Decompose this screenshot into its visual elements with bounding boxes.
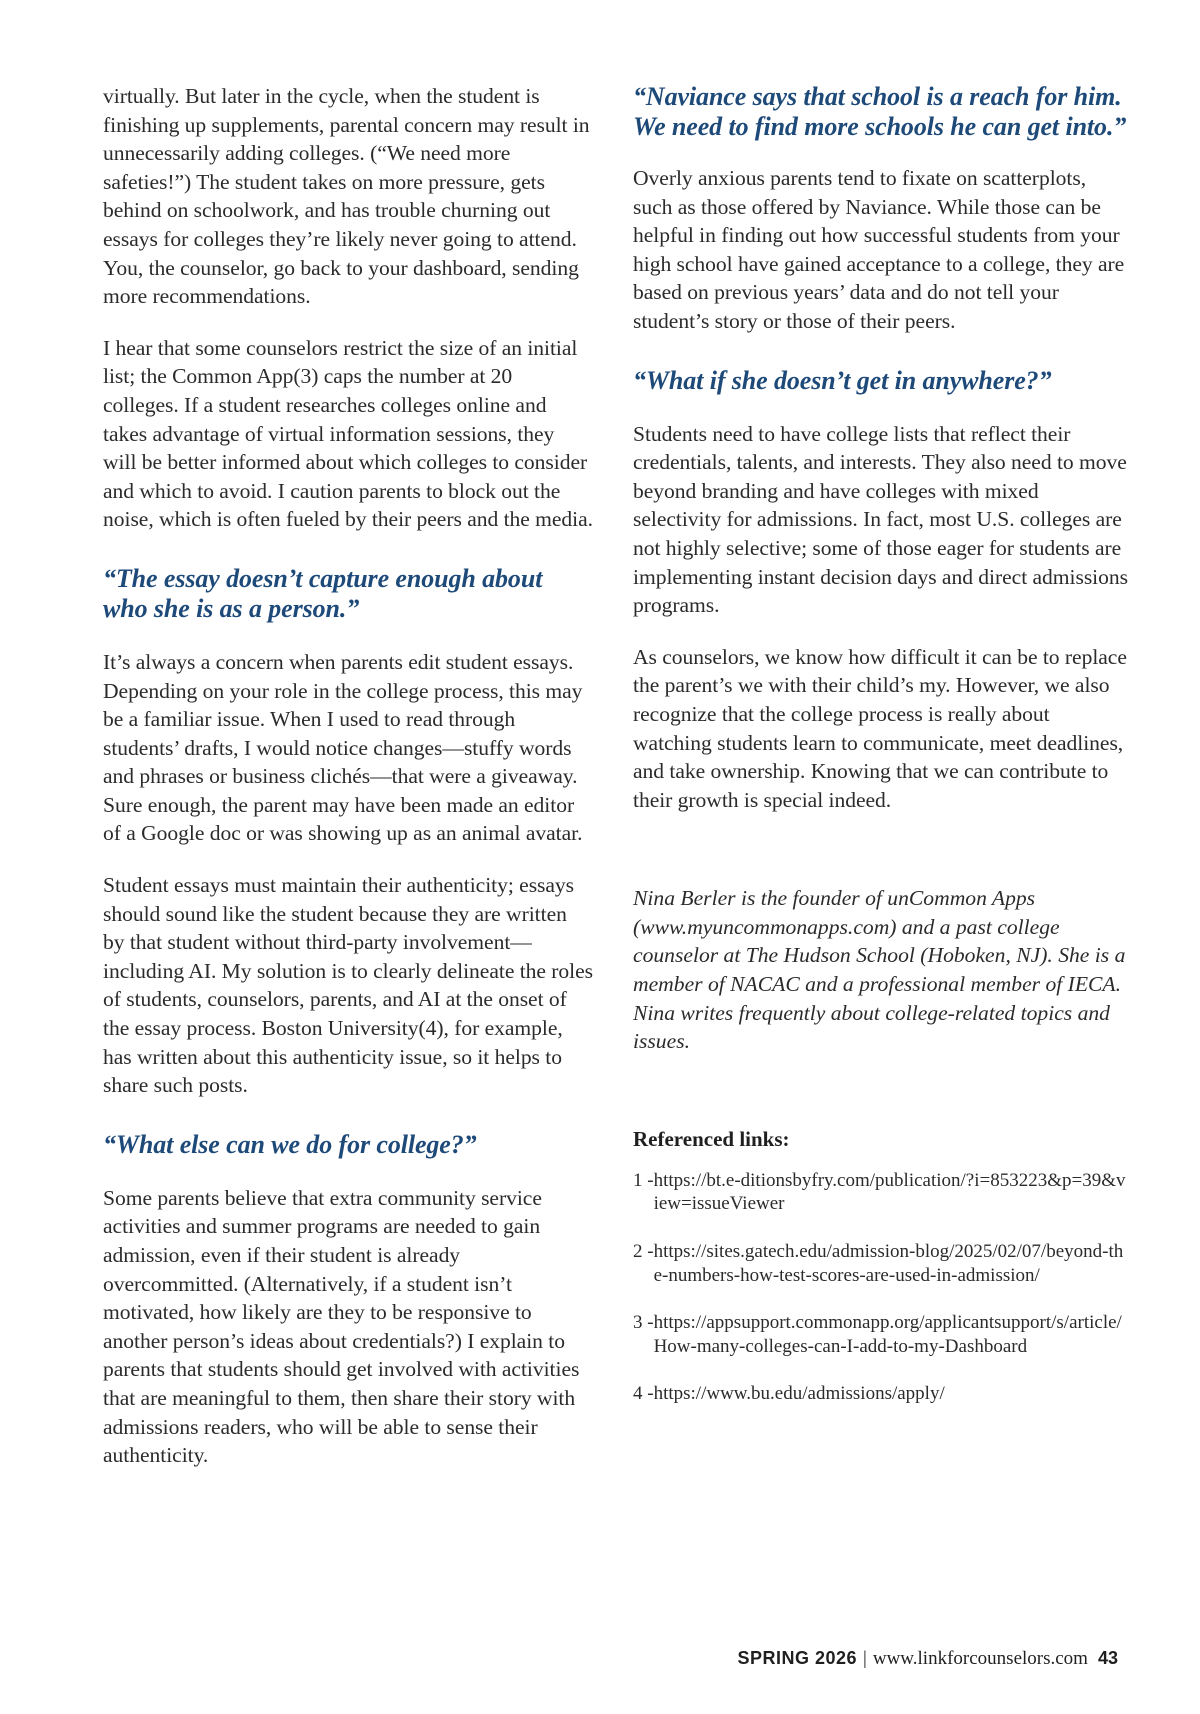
body-paragraph: Students need to have college lists that reflect their credentials, talents, and interests. They also need to move beyond branding and have colleges with mixed selectivity for admissions. In fact, most U.S. colleges are not highly selective; some of those eager for students are implementing instant decision days and direct admissions programs. — [633, 421, 1128, 618]
body-paragraph: It’s always a concern when parents edit student essays. Depending on your role in the college process, this may be a familiar issue. When I used to read through students’ drafts, I would notice changes—stuffy words and phrases or business clichés—that were a giveaway. Sure enough, the parent may have been made an editor of a Google doc or was showing up as an animal avatar. — [103, 649, 583, 846]
left-column — [103, 82, 593, 1493]
reference-item — [633, 1382, 1128, 1406]
page-footer — [737, 1646, 1118, 1671]
body-paragraph: Overly anxious parents tend to fixate on scatterplots, such as those offered by Naviance. While those can be helpful in finding out how successful students from your high school have gained acceptance to a college, they are based on previous years’ data and do not tell your student’s story or those of their peers. — [633, 166, 1125, 333]
reference-item — [633, 1169, 1128, 1216]
section-heading: “Naviance says that school is a reach for him. We need to find more schools he can get into.” — [633, 82, 1127, 141]
section-heading: “What if she doesn’t get in anywhere?” — [633, 365, 1052, 395]
reference-link[interactable]: https://appsupport.commonapp.org/applicantsupport/s/article/How-many-colleges-can-I-add-to-my-Dashboard — [653, 1312, 1122, 1357]
reference-link[interactable]: https://www.bu.edu/admissions/apply/ — [653, 1383, 945, 1405]
reference-link[interactable]: https://sites.gatech.edu/admission-blog/2025/02/07/beyond-the-numbers-how-test-scores-are-used-in-admission/ — [653, 1241, 1124, 1286]
reference-link[interactable]: https://bt.e-ditionsbyfry.com/publication/?i=853223&p=39&view=issueViewer — [653, 1169, 1126, 1215]
right-column — [633, 82, 1128, 1430]
body-paragraph: Student essays must maintain their authenticity; essays should sound like the student because they are written by that student without third-party involvement—including AI. My solution is to clearly delineate the roles of students, counselors, parents, and AI at the onset of the essay process. Boston University(4), for example, has written about this authenticity issue, so it helps to share such posts. — [103, 873, 594, 1098]
footer-separator: | — [863, 1648, 867, 1669]
body-paragraph: Some parents believe that extra community service activities and summer programs are needed to gain admission, even if their student is already overcommitted. (Alternatively, if a student isn’t motivated, how likely are they to be responsive to another person’s ideas about credentials?) I explain to parents that students should get involved with activities that are meaningful to them, then share their story with admissions readers, who will be able to sense their authenticity. — [103, 1185, 580, 1468]
reference-number: 4 - — [633, 1383, 654, 1405]
reference-item — [633, 1240, 1128, 1287]
section-heading: “The essay doesn’t capture enough about who she is as a person.” — [103, 563, 543, 623]
issue-label: SPRING 2026 — [737, 1648, 858, 1668]
body-paragraph: I hear that some counselors restrict the size of an initial list; the Common App(3) caps the number at 20 colleges. If a student researches colleges online and takes advantage of virtual information sessions, they will be better informed about which colleges to consider and which to avoid. I caution parents to block out the noise, which is often fueled by their peers and the media. — [103, 335, 594, 532]
footer-website[interactable]: www.linkforcounselors.com — [872, 1648, 1088, 1669]
reference-number: 1 - — [633, 1169, 654, 1191]
reference-number: 2 - — [633, 1241, 654, 1263]
reference-item — [633, 1311, 1128, 1358]
references-title: Referenced links: — [633, 1126, 790, 1151]
page-number: 43 — [1097, 1648, 1118, 1668]
body-paragraph: virtually. But later in the cycle, when the student is finishing up supplements, parental concern may result in unnecessarily adding colleges. (“We need more safeties!”) The student takes on more pressure, gets behind on schoolwork, and has trouble churning out essays for colleges they’re likely never going to attend. You, the counselor, go back to your dashboard, sending more recommendations. — [103, 84, 590, 309]
body-paragraph: As counselors, we know how difficult it can be to replace the parent’s we with their child’s my. However, we also recognize that the college process is really about watching students learn to communicate, meet deadlines, and take ownership. Knowing that we can contribute to their growth is special indeed. — [633, 644, 1127, 812]
section-heading: “What else can we do for college?” — [103, 1129, 477, 1159]
reference-number: 3 - — [633, 1312, 654, 1334]
author-bio: Nina Berler is the founder of unCommon Apps (www.myuncommonapps.com) and a past college counselor at The Hudson School (Hoboken, NJ). She is a member of NACAC and a professional member of IECA. Nina writes frequently about college-related topics and issues. — [633, 886, 1126, 1054]
references-list — [633, 1169, 1128, 1406]
references-section — [633, 1126, 1128, 1406]
